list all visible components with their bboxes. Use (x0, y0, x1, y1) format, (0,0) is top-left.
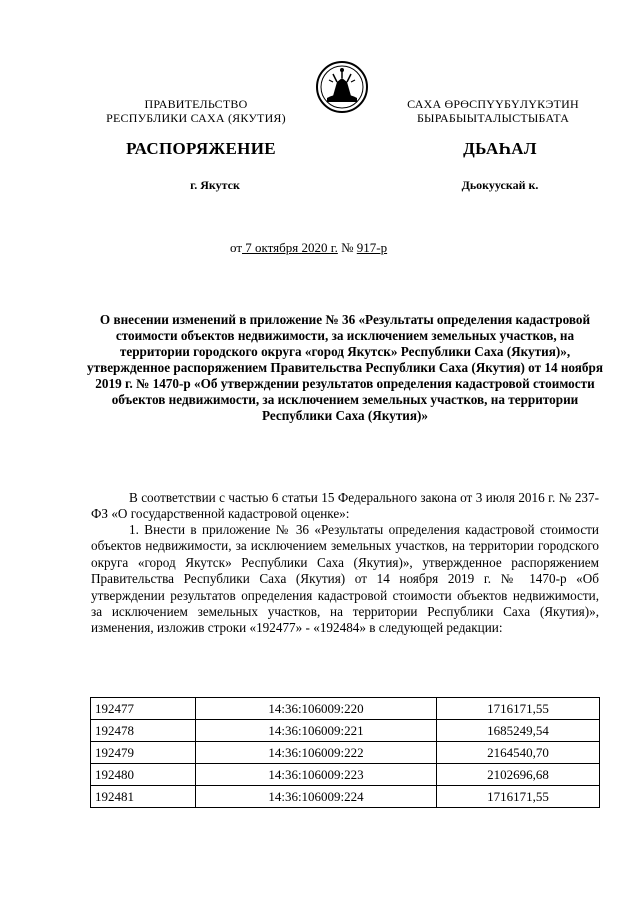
preamble-paragraph: В соответствии с частью 6 статьи 15 Федерального закона от 3 июля 2016 г. № 237-ФЗ «О государственной кадастровой оценке»: (91, 490, 599, 522)
cadastral-value-cell: 2102696,68 (437, 764, 600, 786)
row-number-cell: 192477 (91, 698, 196, 720)
item-1-paragraph: 1. Внести в приложение № 36 «Результаты определения кадастровой стоимости объектов недвижимости, за исключением земельных участков, на территории городского округа «город Якутск» Республики Саха (Якутия)», утвержденное распоряжением Правительства Республики Саха (Якутия) от 14 ноября 2019 г. № 1470-р «Об утверждении результатов определения кадастровой стоимости объектов недвижимости, за исключением земельных участков, на территории Республики Саха (Якутия)», изменения, изложив строки «192477» - «192484» в следующей редакции: (91, 522, 599, 636)
number-sign: № (337, 240, 357, 255)
government-name-sakha-line-1: САХА ӨРӨСПҮҮБҮЛҮКЭТИН (407, 97, 579, 111)
row-number-cell: 192480 (91, 764, 196, 786)
doc-type-ru: РАСПОРЯЖЕНИЕ (126, 139, 276, 158)
row-number-cell: 192479 (91, 742, 196, 764)
coat-of-arms-emblem (315, 60, 369, 114)
cadastral-number-cell: 14:36:106009:220 (196, 698, 437, 720)
city-ru: г. Якутск (190, 178, 240, 192)
table-row (91, 786, 600, 808)
document-title: О внесении изменений в приложение № 36 «Результаты определения кадастровой стоимости объектов недвижимости, за исключением земельных участков, на территории городского округа «город Якутск» Республики Саха (Якутия)», утвержденное распоряжением Правительства Республики Саха (Якутия) от 14 ноября 2019 г. № 1470-р «Об утверждении результатов определения кадастровой стоимости объектов недвижимости, за исключением земельных участков, на территории Республики Саха (Якутия)» (87, 312, 603, 423)
date-prefix: от (230, 240, 243, 255)
cadastral-number-cell: 14:36:106009:224 (196, 786, 437, 808)
table-row (91, 742, 600, 764)
document-number: 917-р (356, 240, 388, 255)
table-row (91, 720, 600, 742)
doc-type-sakha: ДЬАҺАЛ (463, 139, 537, 158)
government-name-sakha (393, 97, 593, 125)
cadastral-value-cell: 1685249,54 (437, 720, 600, 742)
cadastral-value-cell: 1716171,55 (437, 786, 600, 808)
government-name-ru-line-2: РЕСПУБЛИКИ САХА (ЯКУТИЯ) (106, 111, 286, 125)
cadastral-value-cell: 1716171,55 (437, 698, 600, 720)
table-row (91, 764, 600, 786)
cadastral-number-cell: 14:36:106009:223 (196, 764, 437, 786)
cadastral-value-cell: 2164540,70 (437, 742, 600, 764)
table-row (91, 698, 600, 720)
cadastral-number-cell: 14:36:106009:221 (196, 720, 437, 742)
document-date-line (230, 240, 470, 256)
cadastral-values-table (90, 697, 600, 808)
government-name-sakha-line-2: БЫРАБЫЫТАЛЫСТЫБАТА (416, 111, 570, 125)
row-number-cell: 192478 (91, 720, 196, 742)
government-name-ru (96, 97, 296, 125)
city-sakha: Дьокуускай к. (461, 178, 539, 192)
cadastral-number-cell: 14:36:106009:222 (196, 742, 437, 764)
document-date: 7 октября 2020 г. (242, 240, 338, 255)
row-number-cell: 192481 (91, 786, 196, 808)
government-name-ru-line-1: ПРАВИТЕЛЬСТВО (144, 97, 248, 111)
